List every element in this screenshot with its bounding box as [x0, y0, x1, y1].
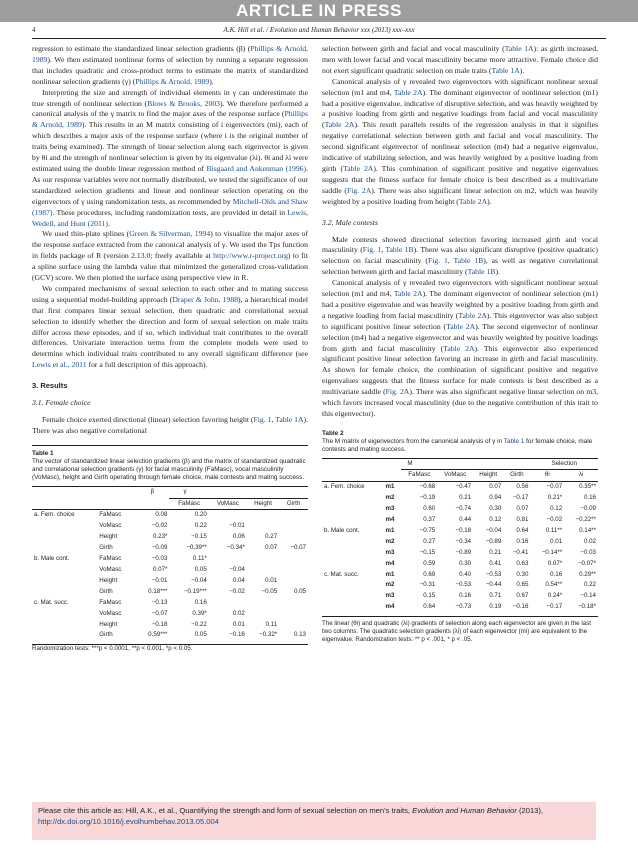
table-cell: 0.04	[232, 576, 245, 584]
table-row	[322, 526, 598, 537]
row-label: Height	[99, 533, 118, 541]
table-cell: 0.11**	[545, 526, 563, 534]
table-cell: −0.41	[512, 548, 529, 556]
table-cell: −0.15	[419, 548, 436, 556]
reference-link[interactable]: Green & Silverman, 1994	[129, 229, 211, 239]
figure-link[interactable]: Fig. 1	[427, 256, 448, 266]
journal-name: Evolution and Human Behavior	[412, 806, 517, 815]
table-cell: 0.06	[232, 533, 245, 541]
table-cell: −0.22	[191, 620, 207, 628]
table-cell	[209, 598, 247, 609]
column-header: VoMasc	[437, 470, 473, 482]
table-cell: 0.08	[155, 511, 168, 519]
table-link[interactable]: Table 2A	[343, 163, 374, 173]
row-group-label	[32, 576, 97, 587]
table-cell: −0.04	[191, 576, 207, 584]
table-note: The linear (θi) and quadratic (λi) gradients of selection along each eigenvector are given in the last two columns. The quadratic selection gradients (λi) of each eigenvector (mi) are equivalent to the eigenvalue. Randomization tests: ** p < .001, * p < .05.	[322, 616, 598, 644]
left-column	[32, 44, 308, 653]
row-group-label: a. Fem. choice	[34, 511, 75, 519]
paragraph: selection between girth and facial and vocal masculinity (Table 1A): as girth increased, men with lower facial and vocal masculinity became more attractive. Female choice did not exert significant quadratic selection on male traits (Table 1A).	[322, 44, 598, 75]
table-cell: −0.44	[485, 581, 502, 589]
table-cell	[279, 598, 308, 609]
table-row	[32, 609, 308, 620]
table-row	[32, 565, 308, 576]
row-group-label	[32, 587, 97, 598]
table-cell: −0.18	[151, 620, 168, 628]
table-cell: −0.01	[229, 522, 245, 530]
table-cell: 0.21	[489, 548, 502, 556]
table-cell: 0.40	[459, 570, 472, 578]
row-group-label	[322, 591, 384, 602]
table-cell: 0.67	[516, 592, 529, 600]
table-cell: 0.59***	[148, 631, 168, 639]
table-row	[32, 630, 308, 641]
table-cell: 0.16	[583, 494, 596, 502]
table-cell: −0.04	[485, 526, 502, 534]
table-2-grid	[322, 458, 598, 614]
column-header: Height	[247, 498, 279, 510]
table-cell: −0.19***	[183, 587, 207, 595]
reference-link[interactable]: Lewis et al., 2011	[32, 360, 87, 370]
row-group-label	[32, 521, 97, 532]
table-2	[322, 430, 598, 644]
page-number: 4	[32, 26, 36, 34]
row-label: m1	[385, 570, 395, 578]
row-label: Height	[99, 620, 118, 628]
table-cell: −0.02	[229, 587, 245, 595]
reference-link[interactable]: Phillips & Arnold, 1989	[32, 44, 308, 64]
right-column	[322, 44, 598, 644]
row-label: FaMasc	[99, 555, 122, 563]
figure-link[interactable]: Fig. 2A	[346, 185, 372, 195]
table-cell: −0.17	[546, 603, 563, 611]
table-cell: 0.21	[459, 494, 472, 502]
row-group-label	[32, 620, 97, 631]
table-row	[322, 537, 598, 548]
table-cell	[247, 521, 279, 532]
table-cell: 0.11*	[192, 555, 207, 563]
table-cell: 0.81	[516, 516, 529, 524]
table-cell: −0.16	[229, 631, 245, 639]
table-row	[32, 576, 308, 587]
row-group-label: c. Mat. succ.	[34, 598, 69, 606]
table-cell: −0.07	[546, 483, 563, 491]
row-label: Height	[99, 576, 118, 584]
column-header: Height	[473, 470, 503, 482]
reference-link[interactable]: Phillips & Arnold, 1989	[135, 76, 210, 86]
row-label: m1	[385, 483, 395, 491]
row-group-label: b. Male cont.	[34, 555, 70, 563]
table-cell: 0.27	[265, 533, 278, 541]
table-cell: 0.02	[583, 537, 596, 545]
table-cell: 0.44	[459, 516, 472, 524]
table-cell: 0.54**	[545, 581, 563, 589]
column-header: λi	[564, 470, 598, 482]
row-group-label	[322, 537, 384, 548]
reference-link[interactable]: Bisgaard and Ankenman (1996)	[206, 163, 307, 173]
table-note: Randomization tests: ***p < 0.0001, **p < 0.001, *p < 0.05.	[32, 644, 308, 653]
table-cell: 0.71	[489, 592, 502, 600]
table-cell: −0.68	[419, 483, 436, 491]
figure-link[interactable]: Fig. 1	[253, 415, 272, 424]
table-row	[32, 543, 308, 554]
table-row	[322, 515, 598, 526]
row-group-label	[322, 548, 384, 559]
table-cell: −0.03	[580, 548, 596, 556]
table-cell: 0.64	[516, 526, 529, 534]
table-cell	[209, 554, 247, 565]
table-cell: −0.13	[151, 598, 168, 606]
table-cell: 0.65	[516, 581, 529, 589]
table-cell: 0.12	[550, 505, 563, 513]
table-cell: 0.01	[550, 537, 563, 545]
table-link[interactable]: Table 2A	[324, 120, 355, 130]
row-label: Girth	[99, 631, 113, 639]
row-label: m1	[385, 526, 395, 534]
table-cell: 0.05	[194, 631, 207, 639]
table-cell: 0.27	[423, 537, 436, 545]
table-cell: 0.07*	[152, 565, 168, 573]
table-cell: −0.17	[512, 494, 529, 502]
row-label: m4	[385, 603, 395, 611]
table-row	[322, 482, 598, 493]
table-link[interactable]: Table 2A	[458, 310, 487, 320]
reference-link[interactable]: Lewis, Wedell, and Hunt (2011)	[32, 207, 308, 228]
table-cell	[279, 609, 308, 620]
table-cell: 0.13	[293, 631, 306, 639]
table-cell: −0.02	[546, 516, 563, 524]
table-link[interactable]: Table 1B	[453, 256, 484, 266]
paragraph: regression to estimate the standardized linear selection gradients (β) (Phillips & Arnold, 1989). We then estimated nonlinear forms of selection by running a separate regression that includes quadratic and cross-product terms to estimate the matrix of standardized nonlinear selection gradients (γ) (Phillips & Arnold, 1989).	[32, 44, 308, 86]
table-cell: 0.30	[489, 505, 502, 513]
table-cell: 0.35**	[579, 483, 596, 491]
table-cell: 0.39*	[192, 609, 207, 617]
table-cell: −0.89	[485, 537, 502, 545]
table-cell: 0.20	[194, 511, 207, 519]
table-cell	[247, 565, 279, 576]
table-cell	[279, 620, 308, 631]
table-cell	[279, 521, 308, 532]
table-cell: −0.04	[229, 565, 245, 573]
row-label: Girth	[99, 587, 113, 595]
table-label: Table 1	[32, 449, 54, 457]
table-cell: −0.22**	[575, 516, 596, 524]
row-label: FaMasc	[99, 598, 122, 606]
column-header: θi	[530, 470, 564, 482]
table-cell: 0.14**	[579, 526, 596, 534]
table-cell: −0.34*	[226, 544, 245, 552]
table-cell: 0.56	[516, 483, 529, 491]
table-cell	[279, 510, 308, 521]
row-group-label	[32, 630, 97, 641]
table-1-grid	[32, 486, 308, 642]
row-group-label	[32, 609, 97, 620]
running-title: A.K. Hill et al. / Evolution and Human Behavior xxx (2013) xxx–xxx	[223, 26, 415, 34]
table-link[interactable]: Table 1B	[385, 245, 414, 255]
row-label: m2	[385, 494, 395, 502]
row-label: VoMasc	[99, 565, 122, 573]
row-label: m4	[385, 516, 395, 524]
column-header: β	[150, 487, 155, 495]
row-label: m3	[385, 505, 395, 513]
table-row	[32, 510, 308, 521]
paragraph: Canonical analysis of γ revealed two eigenvectors with significant nonlinear sexual selection (m1 and m4, Table 2A). The dominant eigenvector of nonlinear selection (m1) had a positive eigenvalue, indicative of disruptive selection, and was heavily weighted by a positive loading from girth and negative loadings from facial and vocal masculinity (Table 2A). This result parallels results of the regression analysis in that it signifies negative correlational selection between girth and facial and vocal masculinity. The second significant eigenvector of nonlinear selection (m4) had a negative eigenvalue, indicative of stabilizing selection, and was heavily weighted by a positive loading from girth (Table 2A). This combination of significant positive and negative eigenvalues suggests that the fitness surface for female choice is best described as a multivariate saddle (Fig. 2A). There was also significant linear selection on m2, which was heavily weighted by a positive loading from height (Table 2A).	[322, 76, 598, 206]
table-cell: 0.16	[194, 598, 207, 606]
table-cell: 0.22	[194, 522, 207, 530]
row-label: FaMasc	[99, 511, 122, 519]
table-cell: 0.19	[489, 603, 502, 611]
table-cell: 0.94	[489, 494, 502, 502]
paragraph: Canonical analysis of γ revealed two eigenvectors with significant nonlinear sexual selection (m1 and m4, Table 2A). The dominant eigenvector of nonlinear selection (m1) had a positive eigenvalue and was heavily weighted by a positive loading from girth and a negative loading from facial masculinity (Table 2A). This eigenvector was also subject to significant positive linear selection (Table 2A). The second eigenvector of nonlinear selection (m4) had a negative eigenvector and was heavily weighted by positive loadings from girth and facial masculinity (Table 2A). This eigenvector also experienced significant positive linear selection favoring an increase in girth and facial masculinity. As shown for female choice, the combination of significant positive and negative eigenvalues suggests that the fitness surface for male contests is best described as a multivariate saddle (Fig. 2A). There was also significant negative linear selection on m3, which favors increased vocal masculinity (due to the negative contribution of this trait to this eigenvector).	[322, 278, 599, 418]
table-cell: 0.05	[194, 565, 207, 573]
table-row	[322, 570, 598, 581]
table-cell: −0.01	[151, 576, 168, 584]
table-row	[322, 504, 598, 515]
row-label: VoMasc	[99, 609, 122, 617]
table-row	[32, 587, 308, 598]
table-row	[322, 493, 598, 504]
table-link[interactable]: Table 2A	[446, 321, 476, 331]
table-cell: 0.41	[489, 559, 502, 567]
row-group-label	[322, 580, 384, 591]
table-cell: −0.74	[455, 505, 472, 513]
table-row	[32, 620, 308, 631]
column-header: Girth	[503, 470, 530, 482]
article-in-press-banner: ARTICLE IN PRESS	[0, 0, 638, 22]
column-header: FaMasc	[401, 470, 437, 482]
header-rule	[32, 38, 606, 39]
table-row	[32, 521, 308, 532]
table-cell: 0.07*	[547, 559, 563, 567]
citation-box: Please cite this article as: Hill, A.K., et al., Quantifying the strength and form of sexual selection on men's traits, Evolution and Human Behavior (2013), http://dx.doi.org/10.1016/j.evolhumbehav.2013.05.004	[32, 802, 596, 840]
row-group-label: c. Mat. succ.	[324, 570, 359, 578]
table-row	[322, 602, 598, 613]
table-link[interactable]: Table 2A	[458, 196, 488, 206]
table-cell: 0.18***	[148, 587, 168, 595]
row-label: Girth	[99, 544, 113, 552]
table-cell: −0.02	[151, 522, 168, 530]
row-group-label	[32, 543, 97, 554]
table-link[interactable]: Table 1	[503, 438, 525, 446]
table-row	[32, 598, 308, 609]
column-header: Girth	[279, 498, 308, 510]
column-header: Selection	[551, 459, 577, 467]
table-cell: −0.09	[151, 544, 168, 552]
paragraph: We used thin-plate splines (Green & Silverman, 1994) to visualize the major axes of the response surface extracted from the canonical analysis of γ. We used the Tps function in fields package of R (version 2.13.0; freely available at http://www.r-project.org) to fit a spline surface using the lambda value that minimized the generalized cross-validation (GCV) score. We then plotted the surface using perspective view in R.	[32, 229, 309, 283]
table-link[interactable]: Table 2A	[393, 289, 423, 299]
table-cell: −0.31	[419, 581, 436, 589]
table-cell: −0.18	[455, 526, 472, 534]
doi-link[interactable]: http://dx.doi.org/10.1016/j.evolhumbehav.2013.05.004	[38, 817, 219, 826]
table-row	[322, 559, 598, 570]
table-cell: 0.29**	[579, 570, 596, 578]
table-cell: 0.24*	[547, 592, 563, 600]
table-cell: 0.01	[232, 620, 245, 628]
table-link[interactable]: Table 2A	[443, 343, 475, 353]
table-cell: 0.21*	[547, 494, 563, 502]
table-cell: −0.03	[151, 555, 168, 563]
table-cell: 0.69	[423, 570, 436, 578]
table-cell	[247, 598, 279, 609]
table-row	[32, 554, 308, 565]
paragraph: We compared mechanisms of sexual selection to each other and to mating success using a sequential model-building approach (Draper & John, 1988), a hierarchical model that first compares linear sexual selection, then quadratic and correlational sexual selection to identify whether the direction and form of sexual selection on male traits differ across these episodes, and if so, which individual trait contributes to the overall differences. Univariate interaction terms from the complete models were used to determine which individual traits contributed to any overall significant difference (see Lewis et al., 2011 for a full description of this approach).	[32, 283, 309, 370]
paragraph: Female choice exerted directional (linear) selection favoring height (Fig. 1, Table 1A). There was also negative correlational	[32, 415, 308, 435]
table-cell: −0.47	[455, 483, 472, 491]
table-row	[322, 580, 598, 591]
table-cell: −0.19	[419, 494, 436, 502]
row-group-label	[322, 559, 384, 570]
row-label: VoMasc	[99, 522, 122, 530]
row-label: m3	[385, 592, 395, 600]
table-cell: −0.16	[512, 603, 529, 611]
reference-link[interactable]: Blows & Brooks, 2003	[147, 98, 221, 108]
section-heading: 3. Results	[32, 381, 68, 391]
table-cell	[247, 554, 279, 565]
table-label: Table 2	[322, 429, 344, 437]
table-cell: −0.34	[455, 537, 472, 545]
table-cell: −0.07	[290, 544, 306, 552]
table-link[interactable]: Table 1A	[275, 415, 304, 424]
table-cell	[279, 576, 308, 587]
table-cell: −0.07	[151, 609, 168, 617]
table-cell: 0.30	[516, 570, 529, 578]
table-cell: 0.22	[583, 581, 596, 589]
table-cell: −0.05	[261, 587, 278, 595]
table-cell	[279, 554, 308, 565]
table-cell: 0.15	[423, 592, 436, 600]
table-cell: −0.09	[580, 505, 596, 513]
row-group-label	[32, 565, 97, 576]
table-cell: 0.23*	[152, 533, 168, 541]
column-header: M	[407, 459, 413, 467]
table-cell: 0.30	[459, 559, 472, 567]
table-1	[32, 445, 308, 654]
subsection-heading: 3.1. Female choice	[32, 398, 91, 408]
table-cell	[247, 609, 279, 620]
table-cell: 0.63	[516, 559, 529, 567]
table-cell: −0.14	[580, 592, 596, 600]
table-row	[322, 548, 598, 559]
row-group-label: b. Male cont.	[324, 526, 360, 534]
table-cell: −0.07*	[577, 559, 596, 567]
table-cell: 0.07	[265, 544, 278, 552]
table-cell: 0.60	[423, 505, 436, 513]
reference-link[interactable]: Draper & John, 1988	[172, 294, 239, 304]
table-link[interactable]: Table 1A	[504, 44, 534, 53]
table-cell: 0.07	[516, 505, 529, 513]
table-cell: 0.59	[423, 559, 436, 567]
table-link[interactable]: Table 1A	[491, 65, 520, 75]
reference-link[interactable]: Mitchell-Olds and Shaw (1987)	[32, 196, 309, 217]
row-group-label	[322, 515, 384, 526]
row-group-label	[322, 602, 384, 613]
column-header: VoMasc	[209, 498, 247, 510]
column-header: γ	[183, 487, 187, 495]
table-cell: 0.16	[459, 592, 472, 600]
row-group-label	[32, 532, 97, 543]
column-header: FaMasc	[169, 498, 208, 510]
table-cell: 0.01	[265, 576, 278, 584]
table-cell: 0.16	[550, 570, 563, 578]
table-cell	[279, 565, 308, 576]
table-cell: −0.15	[191, 533, 207, 541]
table-link[interactable]: Table 1B	[467, 267, 496, 277]
table-cell: 0.16	[516, 537, 529, 545]
table-cell	[209, 510, 247, 521]
table-cell: 0.02	[232, 609, 245, 617]
table-cell: 0.64	[423, 603, 436, 611]
table-row	[32, 532, 308, 543]
table-cell: 0.07	[489, 483, 502, 491]
table-cell: −0.75	[419, 526, 436, 534]
table-cell: 0.12	[489, 516, 502, 524]
table-cell: −0.53	[455, 581, 472, 589]
table-cell	[247, 510, 279, 521]
table-cell: 0.37	[423, 516, 436, 524]
figure-link[interactable]: Fig. 2A	[385, 387, 410, 397]
reference-link[interactable]: Phillips & Arnold, 1989	[32, 109, 308, 130]
row-group-label: a. Fem. choice	[324, 483, 365, 491]
row-label: m3	[385, 548, 395, 556]
row-group-label	[322, 504, 384, 515]
table-cell: −0.73	[455, 603, 472, 611]
table-link[interactable]: Table 2A	[393, 87, 423, 97]
subsection-heading: 3.2. Male contests	[322, 217, 378, 227]
table-cell: −0.39**	[186, 544, 207, 552]
table-caption: Table 2 The M matrix of eigenvectors from the canonical analysis of γ in Table 1 for female choice, male contests and mating success.	[322, 430, 598, 455]
figure-link[interactable]: Fig. 1	[362, 245, 382, 255]
paragraph: Interpreting the size and strength of individual elements in γ can underestimate the true strength of nonlinear selection (Blows & Brooks, 2003). We therefore performed a canonical analysis of the γ matrix to find the major axes of the response surface (Phillips & Arnold, 1989). This results in an M matrix consisting of i eigenvectors (mi), each of which describes a major axis of the response surface (where i is the original number of traits being examined). The strength of linear selection along each eigenvector is given by θi and the strength of nonlinear selection is given by its eigenvalue (λi). θi and λi were estimated using the double linear regression method of Bisgaard and Ankenman (1996). As our response variables were not normally distributed, we tested the significance of our standardized selection gradients and linear and nonlinear selection operating on the eigenvectors of γ using randomization tests, as recommended by Mitchell-Olds and Shaw (1987). These procedures, including randomization tests, are provided in detail in Lewis, Wedell, and Hunt (2011).	[32, 87, 309, 228]
row-label: m2	[385, 581, 395, 589]
table-row	[322, 591, 598, 602]
table-cell	[279, 532, 308, 543]
table-caption: Table 1 The vector of standardized linear selection gradients (β) and the matrix of standardized quadratic and correlational selection gradients (γ) for facial masculinity (FaMasc), vocal masculinity (VoMasc), height and Girth operating through female choice, male contests and mating success.	[32, 450, 308, 483]
table-cell: 0.05	[293, 587, 306, 595]
row-label: m2	[385, 537, 395, 545]
url-link[interactable]: http://www.r-project.org	[213, 251, 288, 261]
row-label: m4	[385, 559, 395, 567]
table-cell: −0.89	[455, 548, 472, 556]
table-cell: −0.18*	[577, 603, 596, 611]
table-cell: 0.11	[265, 620, 278, 628]
table-cell: −0.32*	[259, 631, 278, 639]
running-header	[32, 26, 606, 38]
paragraph: Male contests showed directional selection favoring increased girth and vocal masculinity (Fig. 1, Table 1B). There was also significant disruptive (positive quadratic) selection on facial masculinity (Fig. 1, Table 1B), as well as negative correlational selection between girth and facial masculinity (Table 1B).	[322, 234, 598, 277]
row-group-label	[322, 493, 384, 504]
table-cell: −0.14**	[541, 548, 563, 556]
table-cell: −0.53	[485, 570, 502, 578]
